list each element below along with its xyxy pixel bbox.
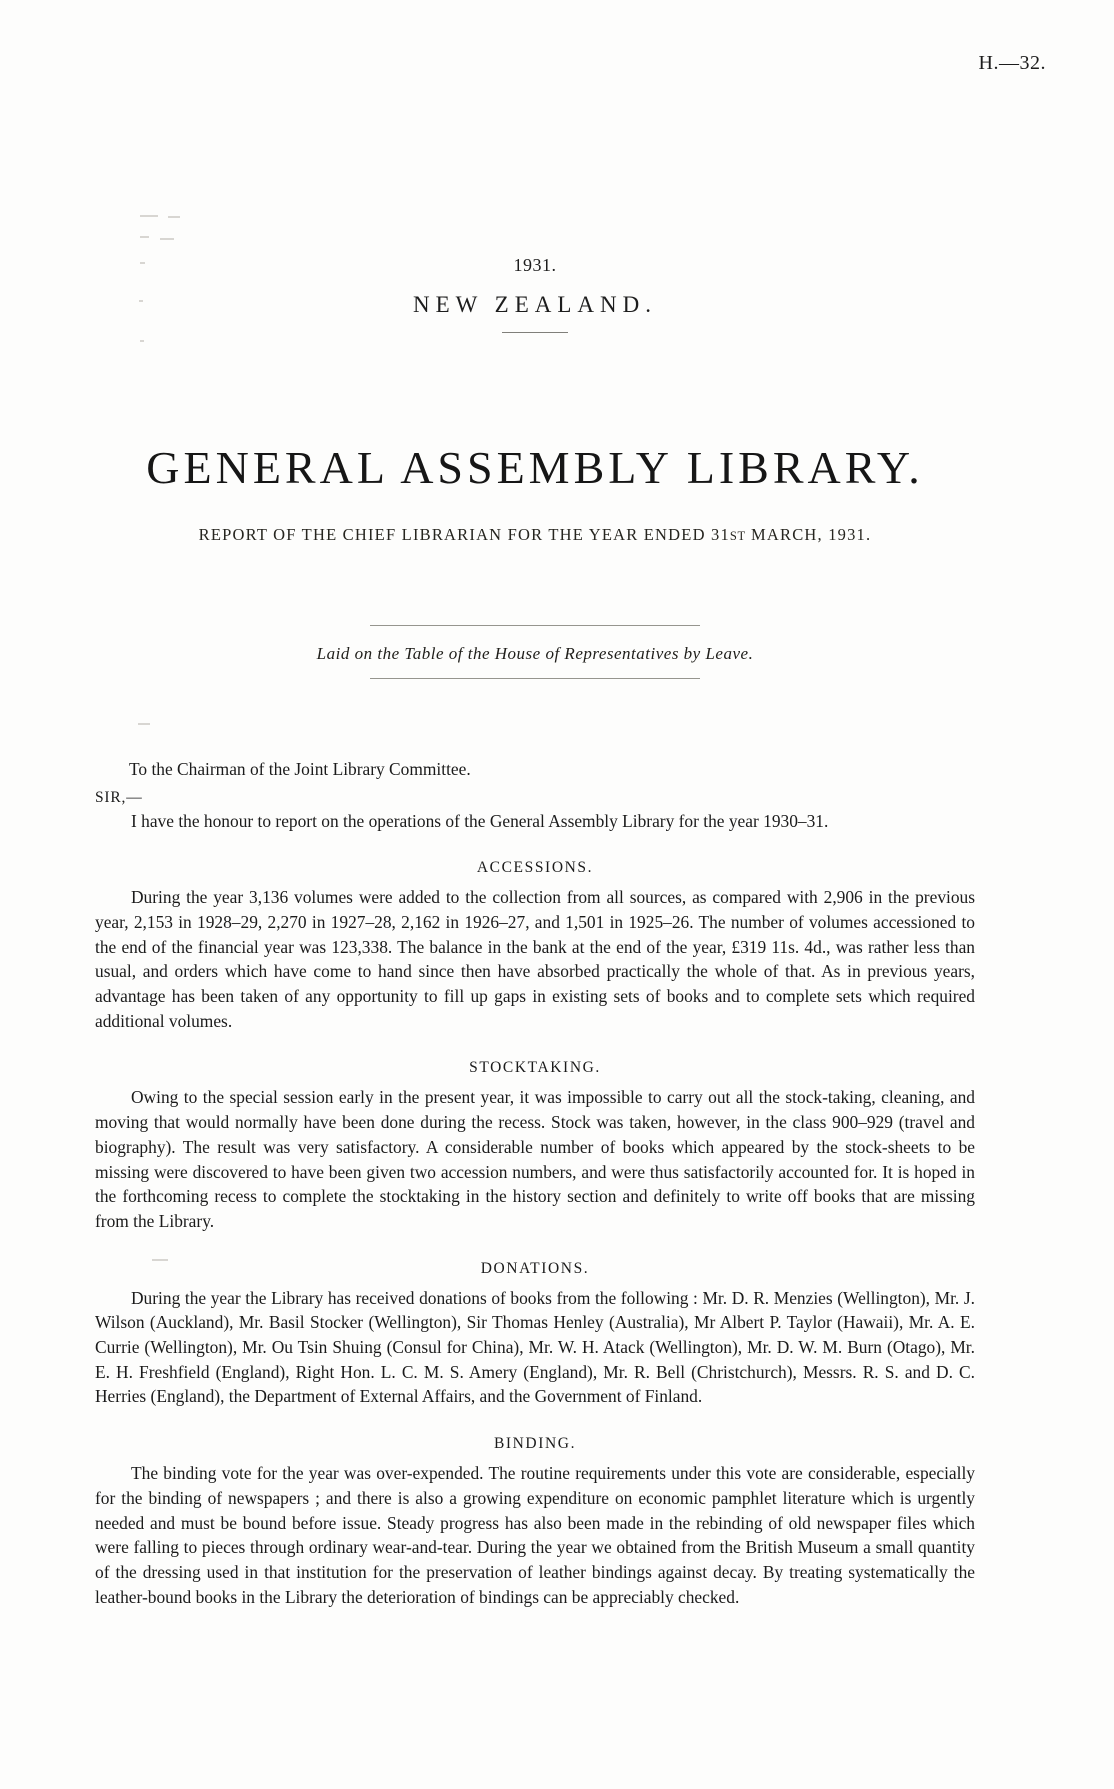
section-heading-donations: DONATIONS. bbox=[480, 1259, 590, 1277]
document-body bbox=[95, 60, 975, 1710]
subtitle-prefix: REPORT OF THE CHIEF LIBRARIAN FOR THE YEAR ENDED 31 bbox=[198, 524, 730, 544]
section-heading-accessions: ACCESSIONS. bbox=[476, 859, 594, 877]
section-body-binding: The binding vote for the year was over-expended. The routine requirements under this vote are considerable, especially for the binding of newspapers ; and there is also a growing expenditure on economic pamphlet literature which is urgently needed and must be bound before issue. Steady progress has also been made in the rebinding of old newspaper files which were falling to pieces through ordinary wear-and-tear. During the year we obtained from the British Museum a small quantity of the dressing used in that institution for the preservation of leather bindings against decay. By treating systematically the leather-bound books in the Library the deterioration of bindings can be appreciably checked. bbox=[95, 1463, 975, 1607]
laid-on-table-block bbox=[95, 625, 975, 679]
document-number: H.—32. bbox=[978, 52, 1046, 74]
page-subtitle bbox=[95, 525, 975, 545]
section-body-donations: During the year the Library has received donations of books from the following : Mr. D. R. Menzies (Wellington), Mr. J. Wilson (Auckland), Mr. Basil Stocker (Wellington), Sir Thomas Henley (Australia), Mr Albert P. Taylor (Hawaii), Mr. A. E. Currie (Wellington), Mr. Ou Tsin Shuing (Consul for China), Mr. W. H. Atack (Wellington), Mr. D. W. M. Burn (Otago), Mr. E. H. Freshfield (England), Right Hon. L. C. M. S. Amery (England), Mr. R. Bell (Christchurch), Messrs. R. S. and D. C. Herries (England), the Department of External Affairs, and the Government of Finland. bbox=[95, 1287, 975, 1407]
document-country: NEW ZEALAND. bbox=[412, 292, 658, 317]
subtitle-suffix: MARCH, 1931. bbox=[745, 524, 872, 544]
addressee-line: To the Chairman of the Joint Library Committee. bbox=[129, 758, 471, 779]
section-body-accessions: During the year 3,136 volumes were added to the collection from all sources, as compared with 2,906 in the previous year, 2,153 in 1928–29, 2,270 in 1927–28, 2,162 in 1926–27, and 1,501 in 1925–26. The number of volumes accessioned to the end of the financial year was 123,338. The balance in the bank at the end of the year, £319 11s. 4d., was rather less than usual, and orders which have come to hand since then have absorbed practically the whole of that. As in previous years, advantage has been taken of any opportunity to fill up gaps in existing sets of books and to complete sets which required additional volumes. bbox=[95, 887, 975, 1031]
salutation-line bbox=[95, 784, 975, 809]
title-divider bbox=[502, 332, 568, 333]
subtitle-ordinal: ST bbox=[729, 528, 746, 543]
section-body-stocktaking: Owing to the special session early in the present year, it was impossible to carry out all the stock-taking, cleaning, and moving that would normally have been done during the recess. Stock was taken, however, in the class 900–929 (travel and biography). The result was very satisfactory. A considerable number of books which appeared by the stock-sheets to be missing were discovered to have been given two accession numbers, and were thus satisfactorily accounted for. It is hoped in the forthcoming recess to complete the stocktaking in the history section and definitely to write off books that are missing from the Library. bbox=[95, 1087, 975, 1231]
document-year: 1931. bbox=[513, 255, 557, 275]
section-heading-stocktaking: STOCKTAKING. bbox=[469, 1059, 601, 1077]
opening-paragraph: I have the honour to report on the operations of the General Assembly Library for the year 1930–31. bbox=[131, 810, 829, 831]
laid-divider-bottom bbox=[370, 678, 700, 679]
report-text bbox=[95, 757, 975, 1610]
page-title: GENERAL ASSEMBLY LIBRARY. bbox=[146, 442, 924, 493]
salutation-rest: IR,— bbox=[104, 788, 143, 806]
laid-divider-top bbox=[370, 625, 700, 626]
section-heading-binding: BINDING. bbox=[493, 1435, 577, 1453]
laid-on-table-note: Laid on the Table of the House of Representatives by Leave. bbox=[316, 643, 754, 663]
salutation-initial: S bbox=[95, 788, 105, 806]
